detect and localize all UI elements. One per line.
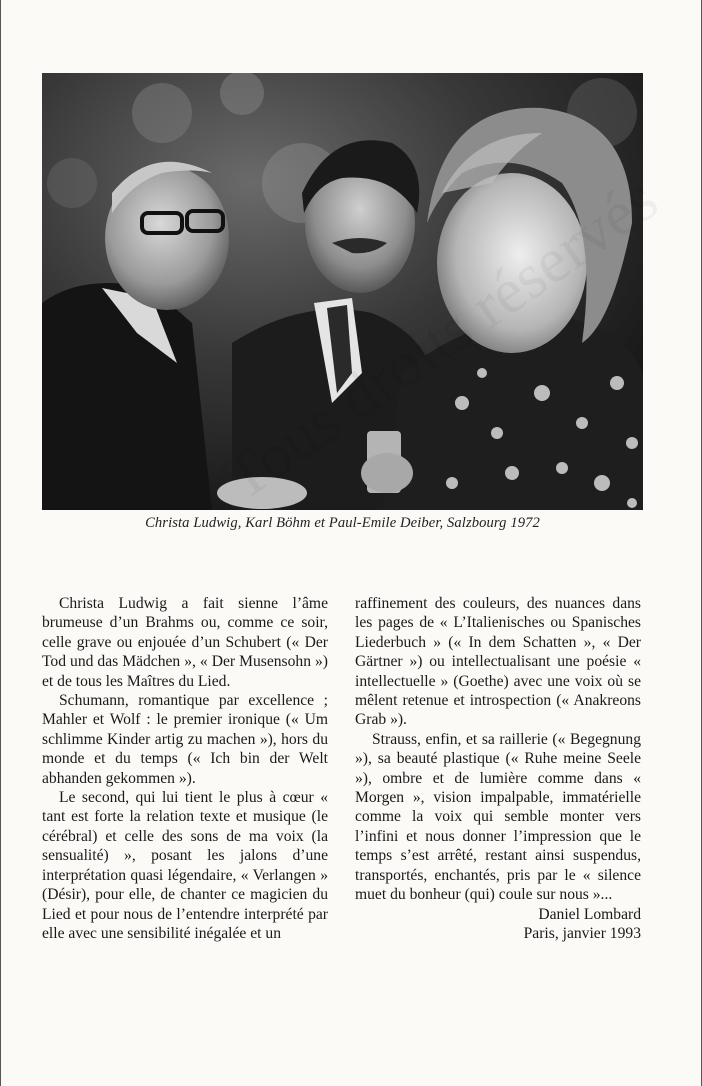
- photo-caption: Christa Ludwig, Karl Böhm et Paul-Emile Deiber, Salzbourg 1972: [145, 515, 540, 531]
- page-left-edge: [0, 0, 1, 1086]
- signature-block: [355, 905, 641, 944]
- paragraph: Schumann, romantique par excellence ; Mahler et Wolf : le premier ironique (« Um schlimme Kinder artig zu machen »), hors du monde et du temps (« Ich bin der Welt abhanden gekommen »).: [42, 692, 328, 787]
- paragraph: Strauss, enfin, et sa raillerie (« Begegnung »), sa beauté plastique (« Ruhe meine Seele »), ombre et de lumière comme dans « Morgen », vision impalpable, immatérielle comme la voix qui semble monter vers l’infini et nous donner l’impression que le temps s’est arrêté, restant ainsi suspendus, transportés, enchantés, pris par le « silence muet du bonheur (qui) coule sur nous »...: [355, 730, 641, 904]
- place-date: Paris, janvier 1993: [523, 924, 641, 942]
- photograph: [42, 73, 643, 510]
- text-column-left: [42, 594, 328, 943]
- paragraph: Christa Ludwig a fait sienne l’âme brumeuse d’un Brahms ou, comme ce soir, celle grave ou enjouée d’un Schubert (« Der Tod und das Mädchen », « Der Musensohn ») et de tous les Maîtres du Lied.: [42, 595, 328, 690]
- photo-illustration: [42, 73, 643, 510]
- author-name: Daniel Lombard: [538, 905, 641, 923]
- paragraph: Le second, qui lui tient le plus à cœur « tant est forte la relation texte et musique (le cérébral) et celle des sons de ma voix (la sensualité) », posant les jalons d’une interprétation quasi légendaire, « Verlangen » (Désir), pour elle, de chanter ce magicien du Lied et pour nous de l’entendre interprété par elle avec une sensibilité inégalée et un: [42, 789, 328, 942]
- paragraph: raffinement des couleurs, des nuances dans les pages de « L’Italienisches ou Spanisches Liederbuch » (« In dem Schatten », « Der Gärtner ») ou intellectualisant une poésie « intellectuelle » (Goethe) avec une voix où se mêlent retenue et introspection (« Anakreons Grab »).: [355, 595, 641, 729]
- text-column-right: [355, 594, 641, 943]
